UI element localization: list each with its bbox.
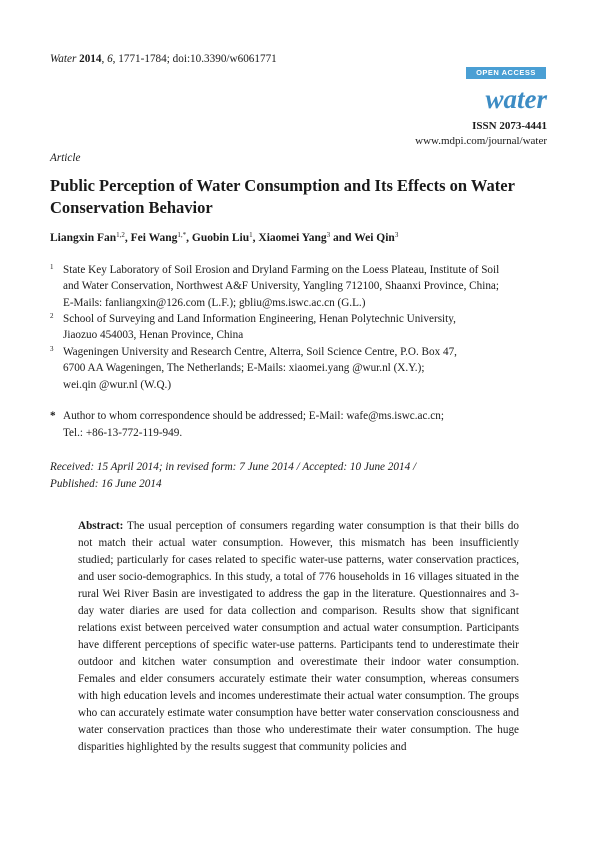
article-title: Public Perception of Water Consumption and Its Effects on Water Conservation Behavior — [50, 176, 515, 217]
author-separator: , — [252, 232, 259, 244]
affiliation-line: E-Mails: fanliangxin@126.com (L.F.); gbliu@ms.iswc.ac.cn (G.L.) — [63, 296, 366, 309]
citation-volume: 6 — [107, 53, 113, 65]
citation-line: Water 2014, 6, 1771-1784; doi:10.3390/w6061771 — [50, 53, 277, 65]
author-affiliation-marker: 1,* — [177, 231, 187, 239]
affiliation-line: and Water Conservation, Northwest A&F University, Yangling 712100, Shaanxi Province, China; — [63, 280, 499, 293]
abstract — [78, 518, 519, 756]
article-type: Article — [50, 152, 81, 164]
author-name: Wei Qin — [354, 232, 395, 244]
affiliation-line: 6700 AA Wageningen, The Netherlands; E-Mails: xiaomei.yang @wur.nl (X.Y.); — [63, 362, 425, 375]
journal-url[interactable]: www.mdpi.com/journal/water — [415, 135, 547, 147]
author-separator: , — [124, 232, 131, 244]
author-name: Guobin Liu — [191, 232, 250, 244]
dates-line: Published: 16 June 2014 — [50, 477, 162, 490]
affiliation-text — [63, 344, 543, 393]
correspondence-line: Author to whom correspondence should be addressed; E-Mail: wafe@ms.iswc.ac.cn; — [63, 410, 444, 422]
affiliation-text — [63, 311, 543, 344]
affiliation-line: Wageningen University and Research Centre, Alterra, Soil Science Centre, P.O. Box 47, — [63, 346, 457, 358]
author-affiliation-marker: 1,2 — [116, 231, 125, 239]
citation-rest: , 1771-1784; doi:10.3390/w6061771 — [112, 53, 277, 65]
author-affiliation-marker: 3 — [326, 231, 331, 239]
affiliation-number: 2 — [50, 312, 54, 320]
journal-logo: water — [485, 84, 547, 114]
abstract-text: The usual perception of consumers regarding water consumption is that their bills do not match their actual water consumption. However, this mismatch has been insufficiently studied; particularly for cases related to specific water-use patterns, water conservation practices, and user socio-demographics. In this study, a total of 776 households in 16 villages situated in the rural Wei River Basin are investigated to address the gap in the literature. Questionnaires and 3-day water diaries are used for data collection and comparison. Results show that significant relations exist between perceived water consumption and actual water consumption. Participants have different perceptions of specific water-use patterns. Participants tend to underestimate their outdoor and kitchen water consumption and overestimate their indoor water consumption. Females and elder consumers accurately estimate their water consumption, whereas consumers with high education levels and incomes underestimate their actual water consumption. The groups who can accurately estimate water consumption have better water conservation consciousness and water conservation practices than those who underestimate their water consumption. The huge disparities highlighted by the results suggest that community policies and — [78, 520, 519, 753]
issn: ISSN 2073-4441 — [472, 120, 547, 132]
author-name: Liangxin Fan — [50, 232, 117, 244]
citation-year: 2014 — [79, 53, 102, 65]
author-name: Fei Wang — [130, 232, 178, 244]
correspondence-text — [63, 408, 543, 442]
affiliation-line: State Key Laboratory of Soil Erosion and Dryland Farming on the Loess Plateau, Institute of Soil — [63, 264, 500, 276]
correspondence-marker: * — [50, 410, 56, 422]
affiliation-number: 3 — [50, 345, 54, 353]
affiliation-line: Jiaozuo 454003, Henan Province, China — [63, 329, 244, 342]
affiliation-text — [63, 262, 543, 311]
citation-journal: Water — [50, 53, 77, 65]
affiliation-number: 1 — [50, 263, 54, 271]
author-affiliation-marker: 1 — [249, 231, 253, 239]
correspondence-line: Tel.: +86-13-772-119-949. — [63, 427, 183, 439]
affiliation-line: wei.qin @wur.nl (W.Q.) — [63, 378, 172, 391]
publication-dates — [50, 459, 450, 492]
author-separator: and — [330, 232, 355, 244]
abstract-label: Abstract: — [78, 520, 124, 532]
affiliation-line: School of Surveying and Land Information Engineering, Henan Polytechnic University, — [63, 313, 456, 325]
author-separator: , — [186, 232, 192, 244]
author-name: Xiaomei Yang — [258, 232, 327, 244]
open-access-badge: OPEN ACCESS — [466, 67, 546, 79]
dates-line: Received: 15 April 2014; in revised form: 7 June 2014 / Accepted: 10 June 2014 / — [50, 461, 417, 473]
author-affiliation-marker: 3 — [394, 231, 399, 239]
author-list — [50, 232, 398, 244]
